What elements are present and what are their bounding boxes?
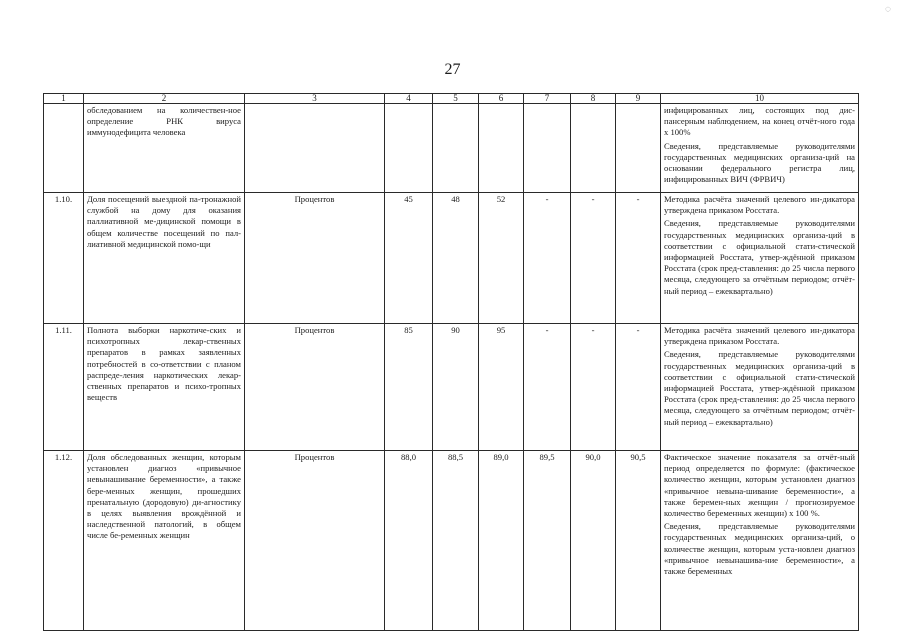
column-header: 6 [479, 94, 524, 104]
value-cell: 90,0 [571, 451, 616, 631]
column-header: 2 [84, 94, 245, 104]
note-paragraph: Сведения, представляемые руководителями государственных медицинских организа-ций, о количестве женщин, которым уста-новлен диагноз «привычное невынашива-ние беременности», а также беременных [664, 521, 855, 577]
value-cell [433, 104, 479, 193]
column-header: 4 [385, 94, 433, 104]
note-paragraph: Сведения, представляемые руководителями государственных медицинских организа-ций в соответствии с официальной стати-стической информацией Росстата, утвер-ждённой приказом Росстата (срок пред-ставления: до 25 числа первого месяца, следующего за отчётным периодом; отчёт-ный период – ежеквартально) [664, 349, 855, 427]
value-cell: - [616, 324, 661, 451]
value-cell: 90 [433, 324, 479, 451]
unit-cell: Процентов [245, 193, 385, 324]
value-cell: 48 [433, 193, 479, 324]
column-header: 3 [245, 94, 385, 104]
note-paragraph: инфицированных лиц, состоящих под дис-пансерным наблюдением, на конец отчёт-ного года х 100% [664, 105, 855, 138]
indicator-name: Доля обследованных женщин, которым установлен диагноз «привычное невынашивание беременности», а также бере-менных женщин, прошедших пренатальную (дородовую) ди-агностику в целях выявления врождённой и наследственной патологий, в общем числе бе-ременных женщин [84, 451, 245, 631]
value-cell: 88,5 [433, 451, 479, 631]
method-note [661, 104, 859, 193]
value-cell [524, 104, 571, 193]
column-header: 7 [524, 94, 571, 104]
row-number: 1.11. [44, 324, 84, 451]
value-cell: - [571, 193, 616, 324]
value-cell: - [524, 324, 571, 451]
value-cell: 90,5 [616, 451, 661, 631]
value-cell: - [616, 193, 661, 324]
unit-cell: Процентов [245, 451, 385, 631]
value-cell [479, 104, 524, 193]
row-number: 1.12. [44, 451, 84, 631]
column-header: 9 [616, 94, 661, 104]
value-cell: 85 [385, 324, 433, 451]
value-cell [571, 104, 616, 193]
unit-cell [245, 104, 385, 193]
value-cell: - [571, 324, 616, 451]
note-paragraph: Сведения, представляемые руководителями государственных медицинских организа-ций в соответствии с официальной стати-стической информацией Росстата, утвер-ждённой приказом Росстата (срок пред-ставления: до 25 числа первого месяца, следующего за отчётным периодом; отчёт-ный период – ежеквартально) [664, 218, 855, 296]
value-cell: 52 [479, 193, 524, 324]
table-row [44, 193, 859, 324]
value-cell: 88,0 [385, 451, 433, 631]
table-row [44, 324, 859, 451]
column-header: 5 [433, 94, 479, 104]
note-paragraph: Сведения, представляемые руководителями государственных медицинских организа-ций на основании федерального регистра лиц, инфицированных ВИЧ (ФРВИЧ) [664, 140, 855, 185]
page-number: 27 [444, 61, 461, 78]
row-number: 1.10. [44, 193, 84, 324]
table-row-continuation [44, 104, 859, 193]
column-header: 1 [44, 94, 84, 104]
scan-mark: ◌ [885, 4, 891, 15]
value-cell [616, 104, 661, 193]
indicator-table [43, 93, 859, 631]
indicator-name: Доля посещений выездной па-тронажной службой на дому для оказания паллиативной ме-дицинской помощи в общем количестве посещений по пал-лиативной медицинской помо-щи [84, 193, 245, 324]
row-number-cell [44, 104, 84, 193]
column-header: 10 [661, 94, 859, 104]
indicator-name: Полнота выборки наркотиче-ских и психотропных лекар-ственных препаратов в рамках заявленных потребностей в со-ответствии с планом распреде-ления наркотических лекар-ственных препаратов и психо-тропных веществ [84, 324, 245, 451]
value-cell: 89,0 [479, 451, 524, 631]
value-cell: 95 [479, 324, 524, 451]
value-cell [385, 104, 433, 193]
table-row [44, 451, 859, 631]
method-note [661, 193, 859, 324]
indicator-name: обследованием на количествен-ное определение РНК вируса иммунодефицита человека [84, 104, 245, 193]
value-cell: - [524, 193, 571, 324]
note-paragraph: Методика расчёта значений целевого ин-дикатора утверждена приказом Росстата. [664, 325, 855, 347]
note-paragraph: Фактическое значение показателя за отчёт-ный период определяется по формуле: (фактическое количество женщин, которым установлен диагноз «привычное невына-шивание беременности», а также беремен-ных женщин / прогнозируемое количество беременных женщин) х 100 %. [664, 452, 855, 519]
column-number-row [44, 94, 859, 104]
value-cell: 45 [385, 193, 433, 324]
column-header: 8 [571, 94, 616, 104]
value-cell: 89,5 [524, 451, 571, 631]
unit-cell: Процентов [245, 324, 385, 451]
note-paragraph: Методика расчёта значений целевого ин-дикатора утверждена приказом Росстата. [664, 194, 855, 216]
method-note [661, 324, 859, 451]
method-note [661, 451, 859, 631]
